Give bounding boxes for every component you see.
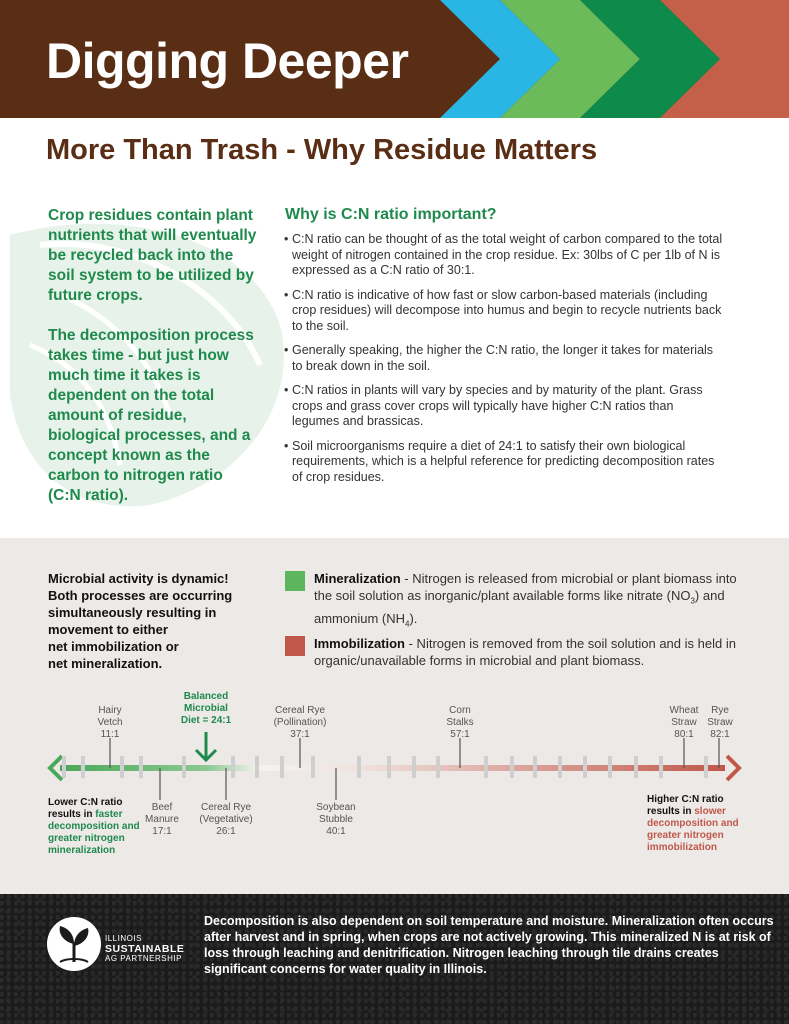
mineralization-swatch xyxy=(285,571,305,591)
label-rye-straw: Rye Straw 82:1 xyxy=(707,705,733,740)
balanced-arrow-icon xyxy=(196,732,216,760)
microbial-line: movement to either xyxy=(48,622,168,637)
mineralization-text: Mineralization - Nitrogen is released from microbial or plant biomass into the soil solution as inorganic/plant available forms like nitrate $(NO_3)$ and ammonium $(NH_4)$. xyxy=(314,571,737,629)
label-wheat-straw: Wheat Straw 80:1 xyxy=(669,705,699,740)
label-hairy-vetch: Hairy Vetch 11:1 xyxy=(97,705,123,740)
microbial-line: net mineralization. xyxy=(48,656,163,671)
bullet-item: • C:N ratios in plants will vary by species and by maturity of the plant. Grass crops and grass cover crops will typically have higher C:N ratios than legumes and brassicas. xyxy=(284,383,724,430)
bullet-item: • C:N ratio can be thought of as the total weight of carbon compared to the total weight of nitrogen contained in the crop residue. Ex: 30lbs of C per 1lb of N is expressed as a C:N ratio of 30:1. xyxy=(284,232,724,279)
bullet-item: • Soil microorganisms require a diet of 24:1 to satisfy their own biological requirements, which is a helpful reference for predicting decomposition rates of crop residues. xyxy=(284,439,724,486)
immobilization-text: Immobilization - Nitrogen is removed from the soil solution and is held in organic/unavailable forms in microbial and plant biomass. xyxy=(314,636,736,668)
footer-band xyxy=(0,894,789,1024)
bullet-item: • C:N ratio is indicative of how fast or slow carbon-based materials (including crop residues) will decompose into humus and begin to recycle nutrients back to the soil. xyxy=(284,288,724,335)
section-subtitle: More Than Trash - Why Residue Matters xyxy=(46,134,598,166)
label-corn-stalks: Corn Stalks 57:1 xyxy=(446,705,474,740)
intro-paragraph-1: Crop residues contain plant nutrients that will eventually be recycled back into the soil system to be utilized by future crops. xyxy=(48,207,257,304)
immobilization-swatch xyxy=(285,636,305,656)
higher-ratio-note: Higher C:N ratio results in slower decomposition and greater nitrogen immobilization xyxy=(647,794,739,853)
footer-text: Decomposition is also dependent on soil temperature and moisture. Mineralization often occurs after harvest and in spring, when crops are not actively growing. This mineralized N is at risk of loss through leaching and denitrification. Nitrogen leaching through tile drains creates significant concerns for water quality in Illinois. xyxy=(204,914,774,976)
intro-text xyxy=(48,206,258,526)
label-balanced-diet: Balanced Microbial Diet = 24:1 xyxy=(180,691,232,726)
label-cereal-rye-pollination: Cereal Rye (Pollination) 37:1 xyxy=(273,705,327,740)
right-arrow-icon xyxy=(727,756,739,780)
microbial-activity-text xyxy=(48,570,268,672)
microbial-line: Both processes are occurring xyxy=(48,588,233,603)
header-banner xyxy=(0,0,789,118)
microbial-line: simultaneously resulting in xyxy=(48,605,217,620)
why-heading: Why is C:N ratio important? xyxy=(285,206,497,223)
logo-wordmark: ILLINOIS SUSTAINABLE AG PARTNERSHIP xyxy=(105,934,185,963)
label-beef-manure: Beef Manure 17:1 xyxy=(145,802,179,837)
label-soybean-stubble: Soybean Stubble 40:1 xyxy=(316,802,356,837)
sprout-logo-icon xyxy=(46,916,102,972)
page-title: Digging Deeper xyxy=(46,33,409,89)
label-cereal-rye-vegetative: Cereal Rye (Vegetative) 26:1 xyxy=(199,802,253,837)
microbial-line: net immobilization or xyxy=(48,639,179,654)
why-bullet-list xyxy=(284,232,724,494)
microbial-line: Microbial activity is dynamic! xyxy=(48,571,229,586)
bullet-item: • Generally speaking, the higher the C:N ratio, the longer it takes for materials to break down in the soil. xyxy=(284,343,724,374)
intro-paragraph-2: The decomposition process takes time - but just how much time it takes is dependent on the total amount of residue, biological processes, and a concept known as the carbon to nitrogen ratio (C:N ratio). xyxy=(48,327,254,504)
lower-ratio-note: Lower C:N ratio results in faster decomposition and greater nitrogen mineralization xyxy=(48,797,140,856)
